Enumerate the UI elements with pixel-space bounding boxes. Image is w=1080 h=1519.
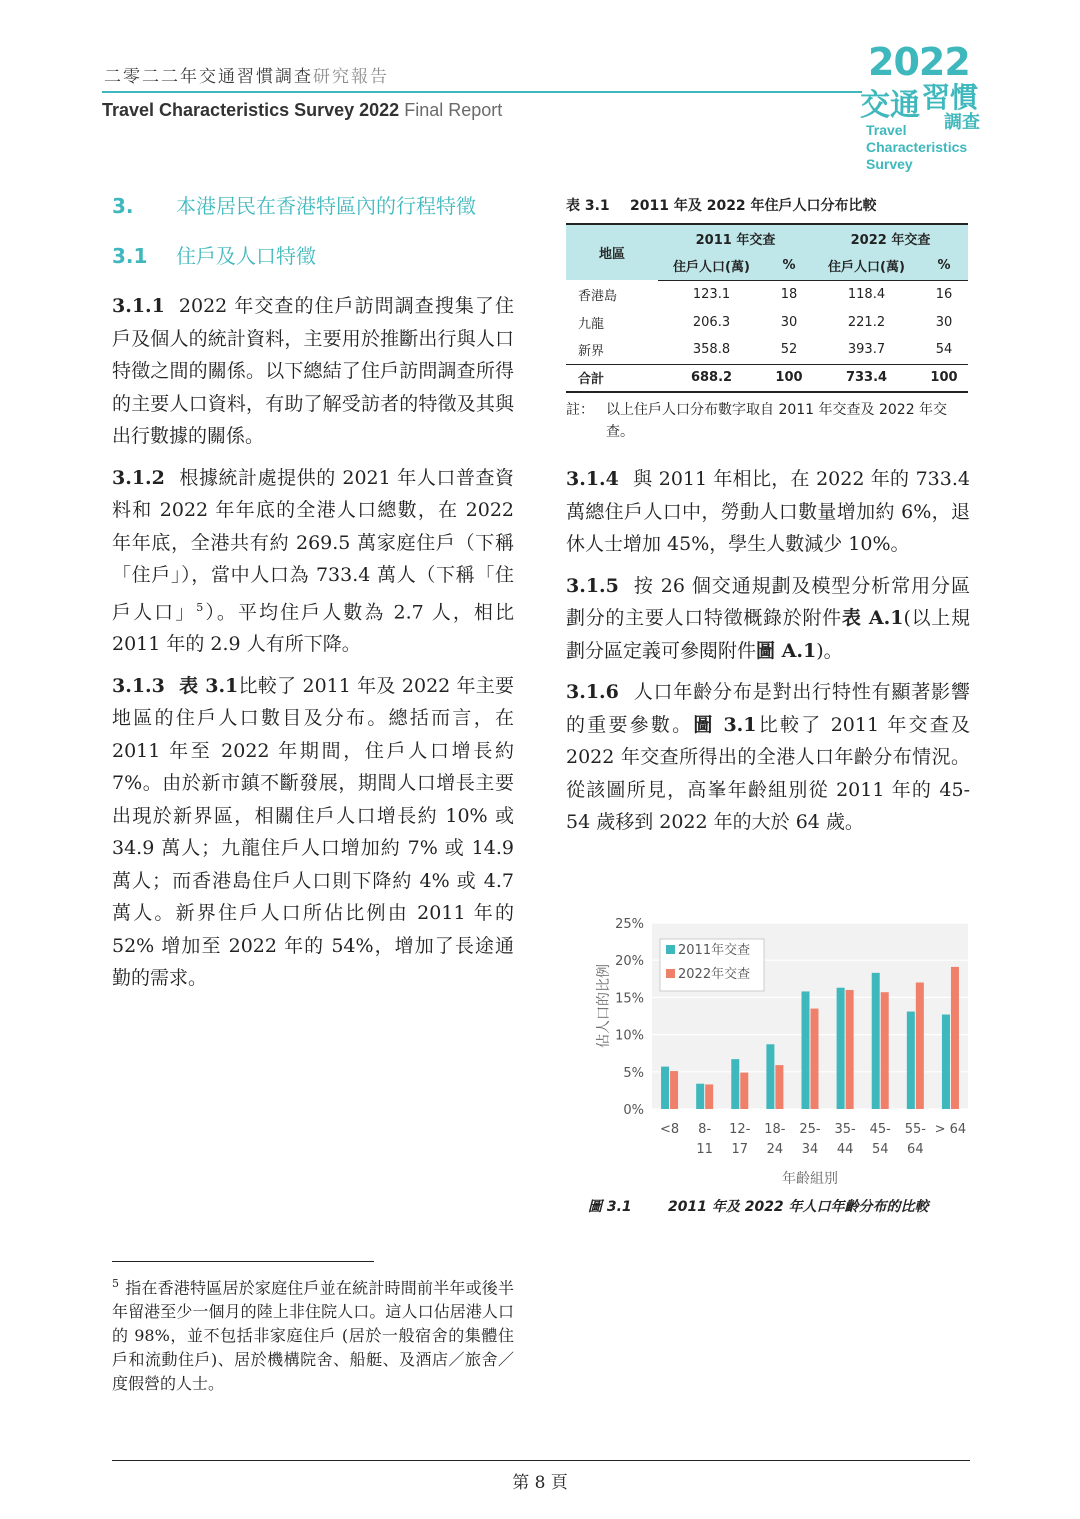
subsection-heading <box>112 240 514 272</box>
table-note <box>566 399 970 443</box>
bar-2011 <box>696 1084 704 1109</box>
bar-2022 <box>811 1009 819 1109</box>
y-tick-label: 20% <box>615 954 644 970</box>
col-pop-2011-header: 住戶人口(萬) <box>658 252 765 280</box>
bar-2022 <box>881 992 889 1109</box>
footer-rule <box>112 1460 970 1461</box>
table-row <box>566 336 968 364</box>
cell-pop-2011: 206.3 <box>692 314 731 330</box>
appendix-figure-reference: 圖 A.1 <box>756 639 817 662</box>
y-tick-label: 10% <box>615 1028 644 1044</box>
col-region-header: 地區 <box>598 247 625 262</box>
cell-pct-2011: 52 <box>780 342 798 358</box>
logo-zh-a: 交通 <box>860 88 920 123</box>
age-distribution-chart <box>590 905 980 1205</box>
bar-2022 <box>951 967 959 1109</box>
y-tick-label: 5% <box>623 1065 644 1081</box>
paragraph-3-1-3 <box>112 670 514 995</box>
x-tick-label: > 64 <box>934 1122 967 1137</box>
x-tick-label: 17 <box>731 1142 749 1157</box>
right-column <box>566 195 970 848</box>
logo-en-1: Travel <box>866 122 907 138</box>
x-tick-label: 34 <box>801 1142 819 1157</box>
col-pct-2022-header: % <box>920 252 968 280</box>
bar-2011 <box>872 973 880 1109</box>
legend-swatch <box>666 969 675 978</box>
x-tick-label: 35- <box>834 1122 856 1137</box>
paragraph-text: 比較了 2011 年交查及 2022 年交查所得出的全港人口年齡分布情況。從該圖所見，高峯年齡組別從 2011 年的 45-54 歲移到 2022 年的大於 64 歲。 <box>566 713 971 833</box>
col-pop-2022-header: 住戶人口(萬) <box>813 252 920 280</box>
bar-2022 <box>916 983 924 1109</box>
paragraph-number: 3.1.5 <box>566 574 619 597</box>
paragraph-text: 人口年齡分布是對出行特性有顯著影響的重要參數。 <box>566 681 970 736</box>
col-pct-2011-header: % <box>765 252 813 280</box>
x-tick-label: 24 <box>766 1142 784 1157</box>
table-caption-number: 表 3.1 <box>566 198 610 214</box>
table-row <box>566 308 968 336</box>
table-note-label: 註： <box>566 402 594 418</box>
paragraph-3-1-2 <box>112 462 514 661</box>
section-title: 本港居民在香港特區內的行程特徵 <box>176 194 476 218</box>
table-reference: 表 3.1 <box>178 674 239 697</box>
footnote <box>112 1272 514 1396</box>
cell-pop-2011: 358.8 <box>692 342 731 358</box>
cell-pct-2011: 30 <box>780 314 798 330</box>
cell-region: 新界 <box>578 344 605 360</box>
table-row <box>566 280 968 308</box>
cell-pct-2022: 54 <box>935 342 953 358</box>
cell-pop-2022: 733.4 <box>813 364 920 392</box>
col-2022-header: 2022 年交查 <box>850 233 931 248</box>
paragraph-3-1-4 <box>566 463 970 561</box>
paragraph-text: 根據統計處提供的 2021 年人口普查資料和 2022 年年底的全港人口總數，在 2022 年年底，全港共有約 269.5 萬家庭住戶（下稱「住戶」），當中人口為 733.4 萬人（下稱「住戶人口」 <box>112 466 514 623</box>
legend-label: 2022年交查 <box>678 967 751 982</box>
header-title-en-light: Final Report <box>404 100 503 120</box>
x-tick-label: 44 <box>836 1142 854 1157</box>
paragraph-3-1-1 <box>112 290 514 453</box>
paragraph-text: 與 2011 年相比，在 2022 年的 733.4 萬總住戶人口中，勞動人口數量增加約 6%，退休人士增加 45%，學生人數減少 10%。 <box>566 468 970 555</box>
x-tick-label: 25- <box>799 1122 821 1137</box>
table-caption-title: 2011 年及 2022 年住戶人口分布比較 <box>630 198 877 214</box>
paragraph-text: 2022 年交查的住戶訪問調查搜集了住戶及個人的統計資料，主要用於推斷出行與人口特徵之間的關係。以下總結了住戶訪問調查所得的主要人口資料，有助了解受訪者的特徵及其與出行數據的關係。 <box>112 295 514 447</box>
paragraph-text: 按 26 個交通規劃及模型分析常用分區劃分的主要人口特徵概錄於附件 <box>566 574 970 629</box>
header-title-en <box>102 100 502 121</box>
cell-pop-2022: 393.7 <box>847 342 886 358</box>
paragraph-number: 3.1.3 <box>112 674 165 697</box>
x-axis-label: 年齡組別 <box>782 1171 838 1187</box>
paragraph-text: 比較了 2011 年及 2022 年主要地區的住戶人口數目及分布。總括而言，在 2011 年至 2022 年期間，住戶人口增長約 7%。由於新市鎮不斷發展，期間人口增長主要出現於新界區，相關住戶人口增長約 10% 或 34.9 萬人；九龍住戶人口增加約 7% 或 14.9 萬人；而香港島住戶人口則下降約 4% 或 4.7 萬人。新界住戶人口所佔比例由 2011 年的 52% 增加至 2022 年的 54%，增加了長途通勤的需求。 <box>112 674 514 990</box>
x-tick-label: <8 <box>659 1122 680 1137</box>
section-number: 3. <box>112 194 134 218</box>
y-axis-label: 佔人口的比例 <box>596 964 612 1048</box>
header-title-en-bold: Travel Characteristics Survey 2022 <box>102 100 400 120</box>
paragraph-3-1-5 <box>566 570 970 668</box>
logo-zh-c: 調查 <box>944 112 980 133</box>
cell-pct-2011: 100 <box>765 364 813 392</box>
header-rule <box>102 91 862 93</box>
cell-pop-2022: 221.2 <box>847 314 886 330</box>
cell-region: 合計 <box>566 364 658 392</box>
cell-pop-2022: 118.4 <box>847 286 886 302</box>
footnote-ref: 5 <box>196 600 204 614</box>
paragraph-text: ）。平均住戶人數為 2.7 人，相比 2011 年的 2.9 人有所下降。 <box>112 600 514 656</box>
x-tick-label: 54 <box>871 1142 889 1157</box>
legend-label: 2011年交查 <box>678 943 751 958</box>
header-title-zh-main: 二零二二年交通習慣調查 <box>104 67 313 87</box>
legend-swatch <box>666 945 675 954</box>
table-caption <box>566 195 970 215</box>
table-total-row <box>566 364 968 392</box>
cell-region: 九龍 <box>578 316 605 332</box>
paragraph-number: 3.1.1 <box>112 295 165 317</box>
bar-2022 <box>670 1071 678 1109</box>
logo-zh-b: 習慣 <box>922 81 979 114</box>
paragraph-number: 3.1.6 <box>566 681 619 703</box>
header-title-zh <box>104 62 389 87</box>
cell-pct-2022: 16 <box>935 286 953 302</box>
bar-2011 <box>942 1015 950 1109</box>
logo-en <box>866 122 967 173</box>
y-tick-label: 0% <box>623 1103 644 1118</box>
subsection-number: 3.1 <box>112 244 148 268</box>
logo-en-2: Characteristics <box>866 139 968 155</box>
bar-2022 <box>846 990 854 1109</box>
cell-pop-2011: 688.2 <box>658 364 765 392</box>
x-tick-label: 12- <box>729 1122 751 1137</box>
cell-pct-2022: 100 <box>920 364 968 392</box>
x-tick-label: 8- <box>698 1122 712 1137</box>
cell-pop-2011: 123.1 <box>692 286 731 302</box>
figure-reference: 圖 3.1 <box>693 713 757 736</box>
figure-caption-title: 2011 年及 2022 年人口年齡分布的比較 <box>668 1199 929 1215</box>
paragraph-number: 3.1.4 <box>566 468 619 490</box>
paragraph-text: (以上規劃分區定義可參閱附件 <box>566 607 970 662</box>
paragraph-3-1-6 <box>566 676 970 839</box>
logo-en-3: Survey <box>866 156 913 172</box>
figure-caption <box>588 1196 929 1216</box>
x-tick-label: 45- <box>869 1122 891 1137</box>
header-title-zh-light: 研究報告 <box>313 67 389 87</box>
survey-logo <box>860 40 990 170</box>
bar-2011 <box>802 991 810 1109</box>
section-heading <box>112 190 514 222</box>
logo-year: 2022 <box>868 40 970 84</box>
left-column <box>112 190 514 1004</box>
bar-2011 <box>731 1059 739 1109</box>
paragraph-text: )。 <box>816 639 843 662</box>
figure-caption-number: 圖 3.1 <box>588 1199 632 1215</box>
bar-2011 <box>661 1067 669 1109</box>
cell-region: 香港島 <box>578 288 618 304</box>
subsection-title: 住戶及人口特徵 <box>176 244 316 268</box>
table-note-text: 以上住戶人口分布數字取自 2011 年交查及 2022 年交查。 <box>606 402 948 440</box>
chart-svg <box>590 905 980 1190</box>
bar-2011 <box>907 1012 915 1109</box>
y-tick-label: 15% <box>615 991 644 1007</box>
footnote-text: 指在香港特區居於家庭住戶並在統計時間前半年或後半年留港至少一個月的陸上非住院人口。這人口佔居港人口的 98%，並不包括非家庭住戶 (居於一般宿舍的集體住戶和流動住戶)、居於機構院舍、船艇、及酒店／旅舍／度假營的人士。 <box>112 1278 514 1394</box>
paragraph-number: 3.1.2 <box>112 466 165 489</box>
cell-pct-2022: 30 <box>935 314 953 330</box>
footnote-mark: 5 <box>112 1277 119 1290</box>
footnote-rule <box>112 1261 374 1262</box>
page-number: 第 8 頁 <box>512 1473 568 1493</box>
bar-2011 <box>837 988 845 1109</box>
appendix-table-reference: 表 A.1 <box>841 607 904 629</box>
x-tick-label: 55- <box>904 1122 926 1137</box>
bar-2022 <box>740 1073 748 1109</box>
bar-2011 <box>766 1044 774 1109</box>
bar-2022 <box>705 1084 713 1109</box>
col-2011-header: 2011 年交查 <box>695 233 776 248</box>
x-tick-label: 11 <box>696 1142 713 1157</box>
population-table <box>566 223 968 393</box>
x-tick-label: 64 <box>907 1142 924 1157</box>
x-tick-label: 18- <box>764 1122 786 1137</box>
cell-pct-2011: 18 <box>780 286 798 302</box>
bar-2022 <box>775 1065 783 1109</box>
y-tick-label: 25% <box>615 917 644 932</box>
